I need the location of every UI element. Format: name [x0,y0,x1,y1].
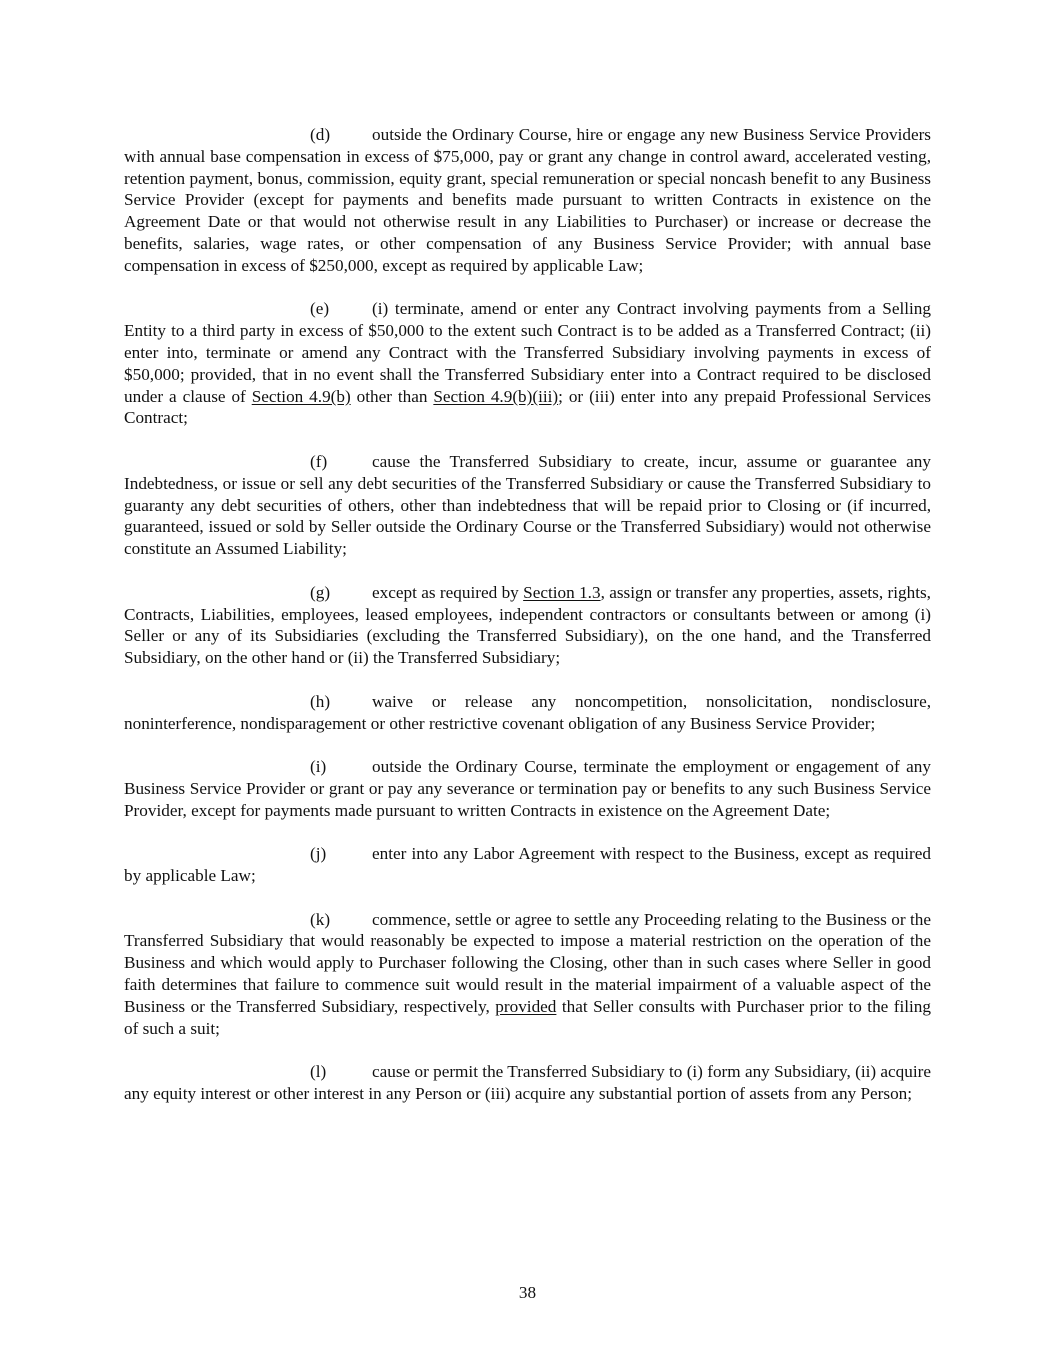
clause-j [124,843,931,887]
clause-text: commence, settle or agree to settle any Proceeding relating to the Business or the Transferred Subsidiary that would reasonably be expected to impose a material restriction on the operation of the Business and which would apply to Purchaser following the Closing, other than in such cases where Seller in good faith determines that failure to commence suit would result in the material impairment of a valuable aspect of the Business or the Transferred Subsidiary, respectively, [124,909,931,1016]
clause-text: , assign or transfer any properties, assets, rights, Contracts, Liabilities, employees, leased employees, independent contractors or consultants between or among (i) Seller or any of its Subsidiaries (excluding the Transferred Subsidiary), on the one hand, and the Transferred Subsidiary, on the other hand or (ii) the Transferred Subsidiary; [124,582,931,668]
document-body [124,124,931,1127]
clause-label: (j) [310,844,327,864]
clause-text: that Seller consults with Purchaser prior to the filing of such a suit; [124,996,931,1038]
clause-label: (f) [310,451,328,471]
clause-text: ; or (iii) enter into any prepaid Professional Services Contract; [124,386,931,428]
clause-g [124,582,931,669]
section-reference: Section 4.9(b) [251,386,351,406]
clause-label: (g) [310,582,331,602]
clause-label: (h) [310,691,331,711]
section-reference: Section 1.3 [523,582,601,602]
clause-e [124,298,931,429]
clause-d [124,124,931,277]
clause-text: cause the Transferred Subsidiary to create, incur, assume or guarantee any Indebtedness, or issue or sell any debt securities of the Transferred Subsidiary or cause the Transferred Subsidiary to guaranty any debt securities of others, other than indebtedness that will be repaid prior to Closing or (if incurred, guaranteed, issued or sold by Seller outside the Ordinary Course or the Transferred Subsidiary) would not otherwise constitute an Assumed Liability; [124,451,931,559]
clause-text: outside the Ordinary Course, terminate the employment or engagement of any Business Service Provider or grant or pay any severance or termination pay or benefits to any such Business Service Provider, except for payments made pursuant to written Contracts in existence on the Agreement Date; [124,757,931,820]
clause-label: (l) [310,1062,327,1082]
clause-label: (e) [310,299,330,319]
clause-f [124,451,931,560]
clause-label: (i) [310,757,327,777]
clause-l [124,1061,931,1105]
clause-text: cause or permit the Transferred Subsidiary to (i) form any Subsidiary, (ii) acquire any equity interest or other interest in any Person or (iii) acquire any substantial portion of assets from any Person; [124,1062,931,1104]
clause-text: enter into any Labor Agreement with respect to the Business, except as required by applicable Law; [124,844,931,886]
clause-text: (i) terminate, amend or enter any Contract involving payments from a Selling Entity to a third party in excess of $50,000 to the extent such Contract is to be added as a Transferred Contract; (ii) enter into, terminate or amend any Contract with the Transferred Subsidiary involving payments in excess of $50,000; provided, that in no event shall the Transferred Subsidiary enter into a Contract required to be disclosed under a clause of [124,299,931,406]
clause-text: except as required by [372,582,524,602]
clause-text: waive or release any noncompetition, nonsolicitation, nondisclosure, noninterference, nondisparagement or other restrictive covenant obligation of any Business Service Provider; [124,691,931,733]
clause-h [124,691,931,735]
page-number: 38 [518,1283,537,1302]
clause-label: (k) [310,909,331,929]
clause-text: outside the Ordinary Course, hire or engage any new Business Service Providers with annual base compensation in excess of $75,000, pay or grant any change in control award, accelerated vesting, retention payment, bonus, commission, equity grant, special remuneration or special noncash benefit to any Business Service Provider (except for payments and benefits made pursuant to written Contracts in existence on the Agreement Date or that would not otherwise result in any Liabilities to Purchaser) or increase or decrease the benefits, salaries, wage rates, or other compensation of any Business Service Provider; with annual base compensation in excess of $250,000, except as required by applicable Law; [124,125,931,275]
emphasis-term: provided [495,996,557,1016]
clause-label: (d) [310,125,331,144]
section-reference: Section 4.9(b)(iii) [433,386,559,406]
clause-i [124,756,931,821]
clause-text: other than [350,386,434,406]
clause-k [124,909,931,1040]
